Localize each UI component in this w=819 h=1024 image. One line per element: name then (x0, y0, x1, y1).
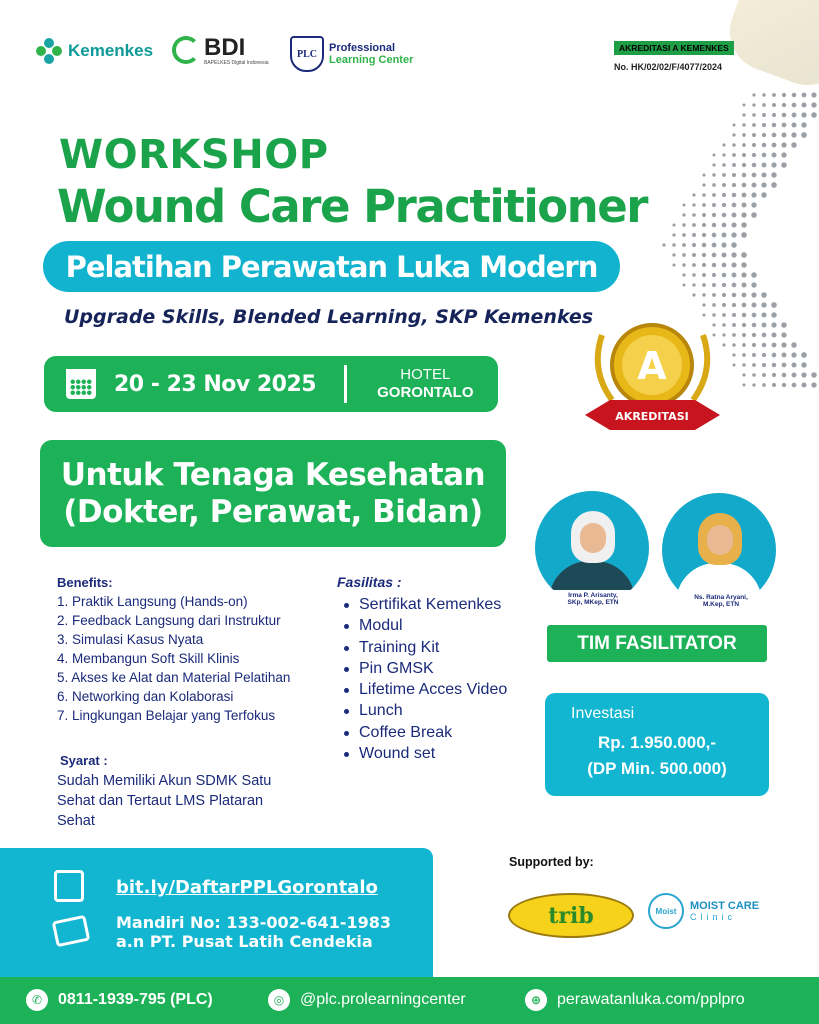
facilitator-2-title: M.Kep, ETN (702, 601, 740, 608)
accreditation-number: No. HK/02/02/F/4077/2024 (614, 62, 723, 72)
supported-heading: Supported by: (509, 855, 594, 869)
accreditation-block (614, 38, 734, 72)
list-item: Lunch (337, 700, 507, 721)
benefits-heading: Benefits: (57, 575, 113, 590)
date-venue-bar (44, 356, 498, 412)
investment-price: Rp. 1.950.000,- (597, 733, 717, 752)
footer-bar (0, 977, 819, 1024)
requirements-section (57, 751, 271, 831)
medal-letter: A (637, 344, 667, 388)
sponsor-trib-logo: trib (508, 893, 634, 938)
bdi-text: BDI (204, 34, 246, 61)
phone-icon: ✆ (26, 989, 48, 1011)
facilitator-2-name: Ns. Ratna Aryani, (694, 594, 748, 601)
accreditation-medal-icon (580, 315, 725, 445)
facilities-section (337, 574, 507, 764)
plc-line2: Learning Center (329, 54, 414, 66)
investment-dp: (DP Min. 500.000) (587, 759, 727, 778)
venue (377, 366, 473, 402)
list-item: 5. Akses ke Alat dan Material Pelatihan (57, 670, 291, 685)
bdi-mark-icon (172, 36, 200, 64)
plc-logo (290, 36, 413, 72)
plc-shield-icon: PLC (290, 36, 324, 72)
list-item: Wound set (337, 743, 507, 764)
list-item: 1. Praktik Langsung (Hands-on) (57, 594, 248, 609)
moist-name: MOIST CARE (690, 900, 760, 912)
registration-link[interactable]: bit.ly/DaftarPPLGorontalo (116, 877, 378, 898)
event-date: 20 - 23 Nov 2025 (114, 371, 317, 397)
list-item: Sertifikat Kemenkes (337, 594, 507, 615)
form-checklist-icon (54, 870, 84, 902)
phone-text: 0811-1939-795 (PLC) (58, 991, 213, 1008)
facilities-heading: Fasilitas : (337, 574, 402, 590)
kemenkes-mark-icon (36, 38, 62, 64)
title-main: Wound Care Practitioner (57, 180, 647, 233)
facilitator-label-1 (548, 590, 638, 608)
facilitator-1-name: Irma P. Arisanty, (568, 592, 618, 599)
venue-line2: GORONTALO (377, 384, 474, 401)
kemenkes-logo (36, 38, 153, 64)
moist-mark-icon: Moist (648, 893, 684, 929)
kemenkes-text: Kemenkes (68, 41, 154, 60)
instagram-icon: ◎ (268, 989, 290, 1011)
sponsor-moist-care-logo (648, 893, 759, 929)
target-audience-box (40, 440, 506, 547)
facilitator-1-title: SKp, MKep, ETN (567, 599, 619, 606)
accreditation-badge: AKREDITASI A KEMENKES (614, 41, 734, 55)
facilitator-photo-2 (662, 493, 776, 607)
facilitator-photo-1 (535, 491, 649, 605)
target-line2: (Dokter, Perawat, Bidan) (63, 494, 483, 530)
investment-box (545, 693, 769, 796)
instagram-text: @plc.prolearningcenter (300, 991, 466, 1008)
website-text: perawatanluka.com/pplpro (557, 991, 745, 1008)
divider (344, 365, 347, 403)
requirements-heading: Syarat : (60, 753, 108, 768)
calendar-icon (66, 369, 96, 399)
facilitator-label-2 (676, 592, 766, 610)
bdi-subtitle: BAPELKES Digital Indonesia (204, 60, 269, 66)
facilitator-team-heading: TIM FASILITATOR (547, 625, 767, 662)
bdi-logo (172, 36, 268, 66)
list-item: 6. Networking dan Kolaborasi (57, 689, 234, 704)
tagline: Upgrade Skills, Blended Learning, SKP Kemenkes (64, 306, 594, 328)
requirements-line: Sudah Memiliki Akun SDMK Satu (57, 773, 272, 789)
footer-website[interactable] (525, 989, 745, 1011)
moist-sub: Clinic (690, 912, 737, 922)
subtitle-pill: Pelatihan Perawatan Luka Modern (43, 241, 620, 292)
globe-icon: ⊕ (525, 989, 547, 1011)
list-item: Modul (337, 615, 507, 636)
footer-instagram[interactable] (268, 989, 466, 1011)
list-item: 3. Simulasi Kasus Nyata (57, 632, 204, 647)
bank-account-holder: a.n PT. Pusat Latih Cendekia (116, 932, 373, 951)
registration-panel (0, 848, 433, 978)
list-item: 2. Feedback Langsung dari Instruktur (57, 613, 281, 628)
list-item: 4. Membangun Soft Skill Klinis (57, 651, 240, 666)
plc-line1: Professional (329, 42, 396, 54)
target-line1: Untuk Tenaga Kesehatan (60, 457, 486, 493)
list-item: Pin GMSK (337, 658, 507, 679)
bank-account: Mandiri No: 133-002-641-1983 (116, 913, 391, 932)
requirements-line: Sehat (57, 813, 95, 829)
venue-line1: HOTEL (400, 366, 451, 383)
requirements-line: Sehat dan Tertaut LMS Plataran (57, 793, 264, 809)
list-item: Coffee Break (337, 722, 507, 743)
bank-card-icon (52, 915, 91, 948)
title-workshop: WORKSHOP (59, 132, 329, 178)
medal-ribbon-text: AKREDITASI (615, 410, 689, 423)
list-item: Training Kit (337, 637, 507, 658)
investment-label: Investasi (571, 705, 635, 722)
footer-phone[interactable] (26, 989, 213, 1011)
benefits-section (57, 573, 290, 725)
list-item: Lifetime Acces Video (337, 679, 507, 700)
list-item: 7. Lingkungan Belajar yang Terfokus (57, 708, 276, 723)
